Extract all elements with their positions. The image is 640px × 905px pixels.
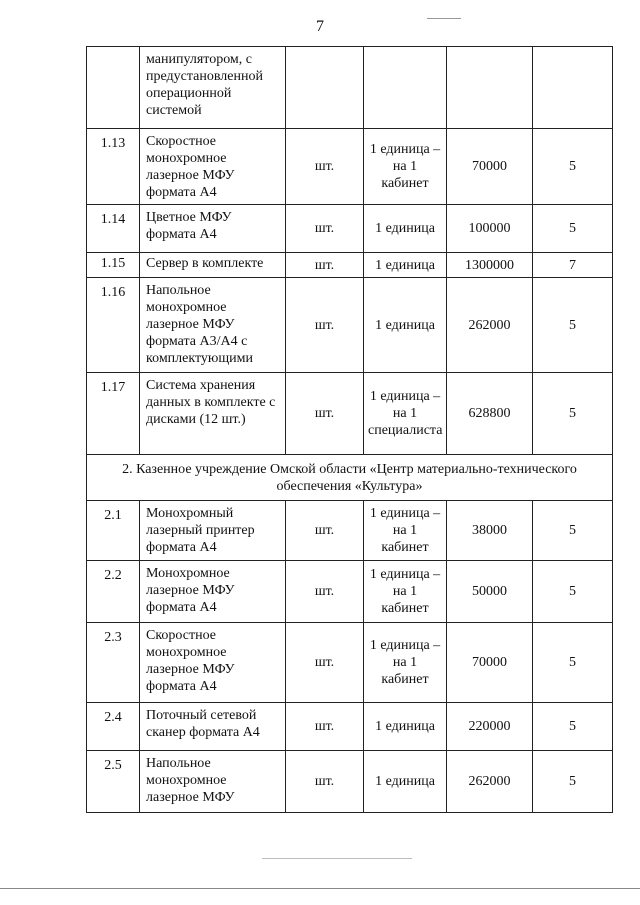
unit: шт. [286, 278, 364, 373]
table-row [87, 253, 613, 278]
service-years: 5 [533, 501, 613, 561]
table-row [87, 703, 613, 751]
item-name: Сервер в комплекте [140, 253, 286, 278]
service-years: 5 [533, 623, 613, 703]
unit: шт. [286, 623, 364, 703]
row-number: 2.1 [87, 501, 140, 561]
item-name: Монохромный лазерный принтер формата А4 [140, 501, 286, 561]
table-row [87, 278, 613, 373]
table-row [87, 373, 613, 455]
item-name: Монохромное лазерное МФУ формата А4 [140, 561, 286, 623]
price: 70000 [447, 129, 533, 205]
unit: шт. [286, 703, 364, 751]
service-years: 7 [533, 253, 613, 278]
table-row [87, 501, 613, 561]
norm: 1 единица [364, 253, 447, 278]
unit: шт. [286, 751, 364, 813]
service-years: 5 [533, 751, 613, 813]
unit: шт. [286, 253, 364, 278]
price: 262000 [447, 278, 533, 373]
norm: 1 единица [364, 205, 447, 253]
equipment-table [86, 46, 613, 813]
section-header-row [87, 455, 613, 501]
row-number: 1.15 [87, 253, 140, 278]
item-name: Напольное монохромное лазерное МФУ формата А3/А4 с комплектующими [140, 278, 286, 373]
norm: 1 единица [364, 278, 447, 373]
row-number: 1.14 [87, 205, 140, 253]
norm: 1 единица – на 1 кабинет [364, 129, 447, 205]
row-number [87, 47, 140, 129]
item-name: Напольное монохромное лазерное МФУ [140, 751, 286, 813]
section-title: 2. Казенное учреждение Омской области «Центр материально-технического обеспечения «Культура» [87, 455, 613, 501]
service-years: 5 [533, 703, 613, 751]
price: 628800 [447, 373, 533, 455]
table-row [87, 205, 613, 253]
price: 262000 [447, 751, 533, 813]
unit: шт. [286, 373, 364, 455]
table-row [87, 47, 613, 129]
norm: 1 единица – на 1 специалиста [364, 373, 447, 455]
table-row [87, 561, 613, 623]
price: 1300000 [447, 253, 533, 278]
item-name: Скоростное монохромное лазерное МФУ формата А4 [140, 623, 286, 703]
norm: 1 единица [364, 703, 447, 751]
item-name: манипулятором, с предустановленной операционной системой [140, 47, 286, 129]
price: 50000 [447, 561, 533, 623]
row-number: 2.2 [87, 561, 140, 623]
row-number: 1.17 [87, 373, 140, 455]
table-row [87, 751, 613, 813]
unit [286, 47, 364, 129]
scan-artifact [427, 18, 461, 19]
norm: 1 единица – на 1 кабинет [364, 501, 447, 561]
item-name: Система хранения данных в комплекте с дисками (12 шт.) [140, 373, 286, 455]
service-years: 5 [533, 205, 613, 253]
unit: шт. [286, 501, 364, 561]
price: 38000 [447, 501, 533, 561]
norm: 1 единица [364, 751, 447, 813]
item-name: Поточный сетевой сканер формата А4 [140, 703, 286, 751]
price [447, 47, 533, 129]
unit: шт. [286, 205, 364, 253]
item-name: Скоростное монохромное лазерное МФУ формата А4 [140, 129, 286, 205]
row-number: 2.4 [87, 703, 140, 751]
item-name: Цветное МФУ формата А4 [140, 205, 286, 253]
service-years: 5 [533, 278, 613, 373]
norm: 1 единица – на 1 кабинет [364, 623, 447, 703]
service-years: 5 [533, 373, 613, 455]
row-number: 1.13 [87, 129, 140, 205]
service-years [533, 47, 613, 129]
service-years: 5 [533, 129, 613, 205]
unit: шт. [286, 129, 364, 205]
table-row [87, 129, 613, 205]
row-number: 1.16 [87, 278, 140, 373]
norm [364, 47, 447, 129]
table-row [87, 623, 613, 703]
page-number: 7 [316, 18, 324, 35]
row-number: 2.3 [87, 623, 140, 703]
table-body [87, 47, 613, 813]
price: 100000 [447, 205, 533, 253]
scan-artifact [262, 858, 412, 859]
row-number: 2.5 [87, 751, 140, 813]
unit: шт. [286, 561, 364, 623]
service-years: 5 [533, 561, 613, 623]
scan-artifact [0, 888, 640, 889]
price: 220000 [447, 703, 533, 751]
norm: 1 единица – на 1 кабинет [364, 561, 447, 623]
price: 70000 [447, 623, 533, 703]
